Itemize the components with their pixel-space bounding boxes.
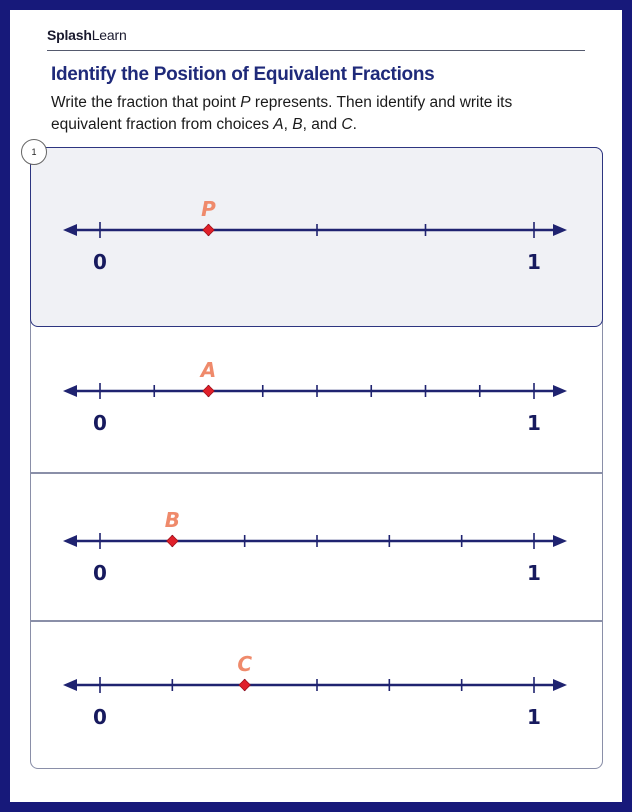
point-marker: [203, 224, 214, 235]
number-lines: [31, 148, 602, 768]
splashlearn-logo: SplashLearn: [47, 27, 127, 43]
question-number-badge: 1: [21, 139, 47, 165]
point-label: P: [201, 197, 216, 221]
point-label: C: [237, 652, 253, 676]
point-label: A: [200, 358, 217, 382]
number-line-p: [63, 197, 567, 274]
right-arrow-icon: [553, 679, 567, 691]
right-arrow-icon: [553, 224, 567, 236]
worksheet-title: Identify the Position of Equivalent Fractions: [51, 64, 435, 85]
instructions: Write the fraction that point P represents. Then identify and write its equivalent fraction from choices A, B, and C.: [51, 94, 513, 133]
point-marker: [239, 679, 250, 690]
number-line-b: [63, 508, 567, 585]
label-one: 1: [527, 705, 541, 729]
point-label: B: [164, 508, 180, 532]
right-arrow-icon: [553, 535, 567, 547]
label-one: 1: [527, 561, 541, 585]
left-arrow-icon: [63, 385, 77, 397]
worksheet-page: [10, 10, 622, 802]
left-arrow-icon: [63, 535, 77, 547]
question-card: [30, 147, 603, 769]
label-zero: 0: [93, 411, 107, 435]
label-zero: 0: [93, 561, 107, 585]
label-one: 1: [527, 411, 541, 435]
label-zero: 0: [93, 705, 107, 729]
point-marker: [203, 385, 214, 396]
left-arrow-icon: [63, 224, 77, 236]
number-line-c: [63, 652, 567, 729]
label-zero: 0: [93, 250, 107, 274]
left-arrow-icon: [63, 679, 77, 691]
number-line-a: [63, 358, 567, 435]
header-divider: [47, 50, 585, 51]
label-one: 1: [527, 250, 541, 274]
point-marker: [167, 535, 178, 546]
right-arrow-icon: [553, 385, 567, 397]
